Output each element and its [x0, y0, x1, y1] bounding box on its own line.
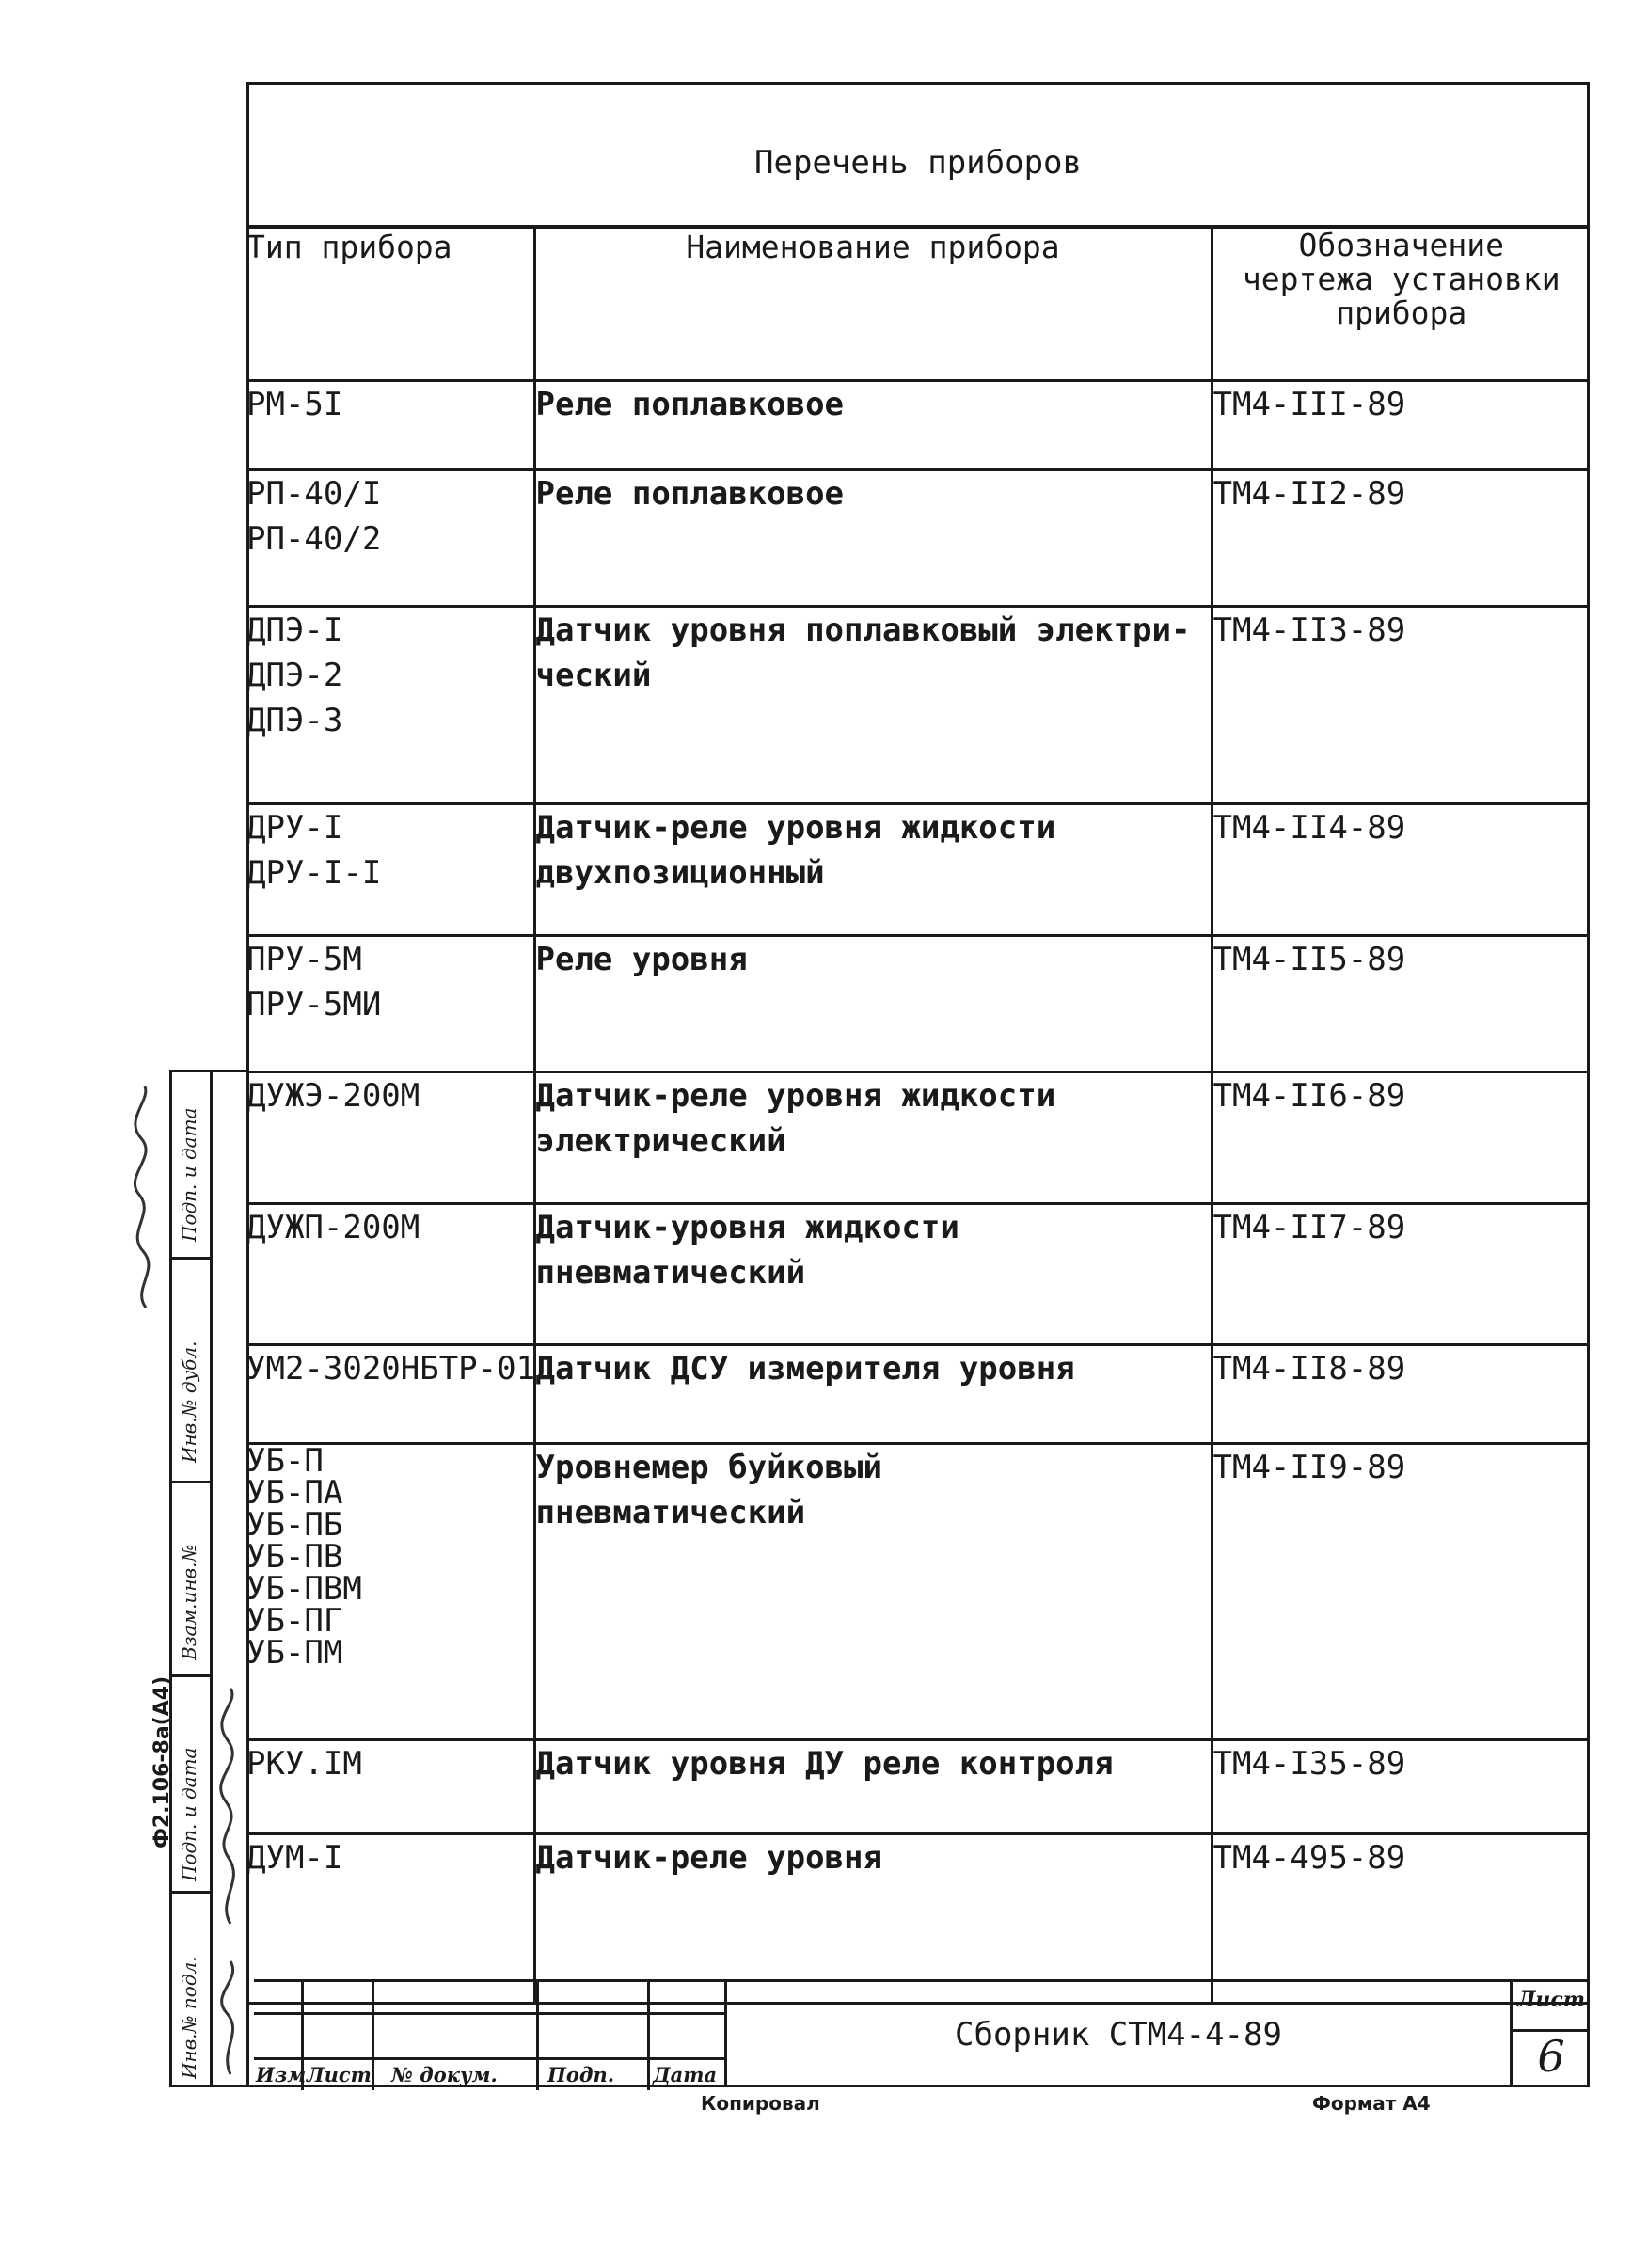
strip-segment-line: [172, 1674, 210, 1677]
device-name-line: Датчик ДСУ измерителя уровня: [535, 1350, 1075, 1388]
device-type: УБ-П: [246, 1442, 324, 1480]
device-type: ПРУ-5МИ: [246, 986, 382, 1023]
tb-label-change: Изм: [256, 2063, 307, 2086]
strip-label-dup-inv: Инв.№ дубл.: [178, 1340, 200, 1463]
device-type: ДРУ-I-I: [246, 854, 382, 892]
table-row: [246, 804, 1590, 936]
table-row: [246, 1072, 1590, 1204]
device-type: УБ-ПГ: [246, 1602, 343, 1640]
device-type: УБ-ПВМ: [246, 1570, 362, 1608]
cell-device-name: [534, 1740, 1212, 1834]
table-row: [246, 381, 1590, 470]
footer-copied: Копировал: [701, 2092, 820, 2115]
footer-format: Формат А4: [1312, 2092, 1431, 2115]
device-name-line: Датчик-реле уровня жидкости: [535, 1077, 1056, 1115]
column-header-drawing-line: чертежа установки: [1242, 261, 1561, 297]
cell-device-name: [534, 470, 1212, 607]
column-header-drawing: [1212, 228, 1590, 381]
cell-device-name: [534, 381, 1212, 470]
column-header-drawing-line: прибора: [1336, 294, 1467, 331]
strip-divider: [210, 1072, 213, 2085]
device-name-line: Датчик уровня поплавковый электри-: [535, 611, 1191, 649]
device-name-line: Датчик уровня ДУ реле контроля: [535, 1745, 1114, 1783]
device-type: ДУЖЭ-200М: [246, 1077, 420, 1115]
strip-segment-line: [172, 1891, 210, 1894]
cell-drawing-designation: ТМ4-495-89: [1212, 1834, 1590, 2004]
device-name-line: Реле уровня: [535, 941, 748, 978]
device-name-line: Датчик-уровня жидкости: [535, 1209, 959, 1246]
handwritten-date: [212, 1684, 249, 1928]
strip-segment-line: [172, 1481, 210, 1483]
sheet-number: 6: [1537, 2031, 1565, 2082]
grid-line: [372, 1982, 374, 2090]
device-type: ПРУ-5М: [246, 941, 362, 978]
cell-device-type: [246, 804, 534, 936]
table-row: [246, 470, 1590, 607]
device-name-line: Реле поплавковое: [535, 475, 845, 513]
cell-drawing-designation: ТМ4-II5-89: [1212, 936, 1590, 1072]
cell-device-type: [246, 1204, 534, 1345]
column-header-drawing-line: Обозначение: [1298, 227, 1505, 263]
table-row: [246, 1444, 1590, 1740]
device-name-line: Уровнемер буйковый: [535, 1449, 882, 1486]
cell-drawing-designation: ТМ4-II3-89: [1212, 607, 1590, 804]
device-type: ДУЖП-200М: [246, 1209, 420, 1246]
cell-device-name: [534, 1204, 1212, 1345]
format-code: Ф2.106-8а(А4): [151, 1675, 174, 1848]
cell-drawing-designation: ТМ4-II7-89: [1212, 1204, 1590, 1345]
cell-device-type: [246, 1072, 534, 1204]
devices-table: [246, 226, 1590, 2005]
device-type: ДРУ-I: [246, 809, 343, 847]
cell-device-type: [246, 607, 534, 804]
device-type: РКУ.IМ: [246, 1745, 362, 1783]
device-type: РМ-5I: [246, 386, 343, 423]
device-type: РП-40/2: [246, 520, 382, 558]
column-header-name: Наименование прибора: [534, 228, 1212, 381]
cell-device-type: [246, 1834, 534, 2004]
device-name-line: Датчик-реле уровня: [535, 1839, 882, 1877]
device-name-line: пневматический: [535, 1494, 806, 1531]
cell-device-type: [246, 381, 534, 470]
device-name-line: пневматический: [535, 1254, 806, 1292]
cell-drawing-designation: ТМ4-II8-89: [1212, 1345, 1590, 1444]
device-type: ДПЭ-3: [246, 702, 343, 739]
tb-label-sheet: Лист: [307, 2063, 372, 2086]
cell-device-name: [534, 1834, 1212, 2004]
handwritten-signature: [122, 1082, 169, 1317]
cell-drawing-designation: ТМ4-I35-89: [1212, 1740, 1590, 1834]
device-name-line: Датчик-реле уровня жидкости: [535, 809, 1056, 847]
cell-device-name: [534, 1444, 1212, 1740]
grid-line: [254, 2057, 724, 2060]
cell-device-type: [246, 470, 534, 607]
device-type: УМ2-3020НБТР-01: [246, 1350, 536, 1388]
sheet-label: Лист: [1516, 1988, 1586, 2012]
table-row: [246, 1204, 1590, 1345]
column-header-type: Тип прибора: [246, 228, 534, 381]
table-row: [246, 1834, 1590, 2004]
device-type: ДУМ-I: [246, 1839, 343, 1877]
grid-line: [536, 1982, 539, 2090]
handwritten-inv-number: [212, 1957, 249, 2079]
table-body: [246, 381, 1590, 2004]
cell-drawing-designation: ТМ4-II4-89: [1212, 804, 1590, 936]
device-type: УБ-ПБ: [246, 1506, 343, 1544]
cell-drawing-designation: ТМ4-II2-89: [1212, 470, 1590, 607]
table-header-row: [246, 228, 1590, 381]
strip-label-sign-date: Подп. и дата: [178, 1107, 200, 1242]
cell-drawing-designation: ТМ4-II9-89: [1212, 1444, 1590, 1740]
device-type: РП-40/I: [246, 475, 382, 513]
table-row: [246, 1740, 1590, 1834]
cell-device-name: [534, 804, 1212, 936]
strip-label-orig-inv: Инв.№ подл.: [178, 1956, 200, 2079]
device-name-line: двухпозиционный: [535, 854, 825, 892]
device-type: УБ-ПВ: [246, 1538, 343, 1576]
table-row: [246, 936, 1590, 1072]
strip-label-sign-date-2: Подп. и дата: [178, 1747, 200, 1881]
cell-device-name: [534, 1345, 1212, 1444]
cell-drawing-designation: ТМ4-II6-89: [1212, 1072, 1590, 1204]
cell-drawing-designation: ТМ4-III-89: [1212, 381, 1590, 470]
device-name-line: электрический: [535, 1122, 786, 1160]
title-block-grid: [254, 1982, 724, 2090]
cell-device-type: [246, 936, 534, 1072]
device-name-line: Реле поплавковое: [535, 386, 845, 423]
collection-title: Сборник СТМ4-4-89: [724, 1982, 1510, 2087]
device-name-line: ческий: [535, 657, 652, 694]
cell-device-name: [534, 1072, 1212, 1204]
device-type: УБ-ПМ: [246, 1634, 343, 1672]
device-type: ДПЭ-I: [246, 611, 343, 649]
device-type: УБ-ПА: [246, 1474, 343, 1512]
tb-label-signature: Подп.: [547, 2063, 615, 2086]
tb-label-doc-number: № докум.: [391, 2063, 498, 2086]
grid-line: [254, 2012, 724, 2015]
cell-device-type: [246, 1345, 534, 1444]
table-row: [246, 607, 1590, 804]
strip-label-replace-inv: Взам.инв.№: [178, 1544, 200, 1660]
list-title: Перечень приборов: [246, 82, 1590, 228]
title-block: [254, 1979, 1590, 2087]
cell-device-type: [246, 1740, 534, 1834]
tb-label-date: Дата: [653, 2063, 718, 2086]
device-type: ДПЭ-2: [246, 657, 343, 694]
cell-device-name: [534, 936, 1212, 1072]
sheet-box: [1510, 1982, 1590, 2087]
strip-segment-line: [172, 1257, 210, 1260]
cell-device-type: [246, 1444, 534, 1740]
cell-device-name: [534, 607, 1212, 804]
grid-line: [647, 1982, 650, 2090]
table-row: [246, 1345, 1590, 1444]
